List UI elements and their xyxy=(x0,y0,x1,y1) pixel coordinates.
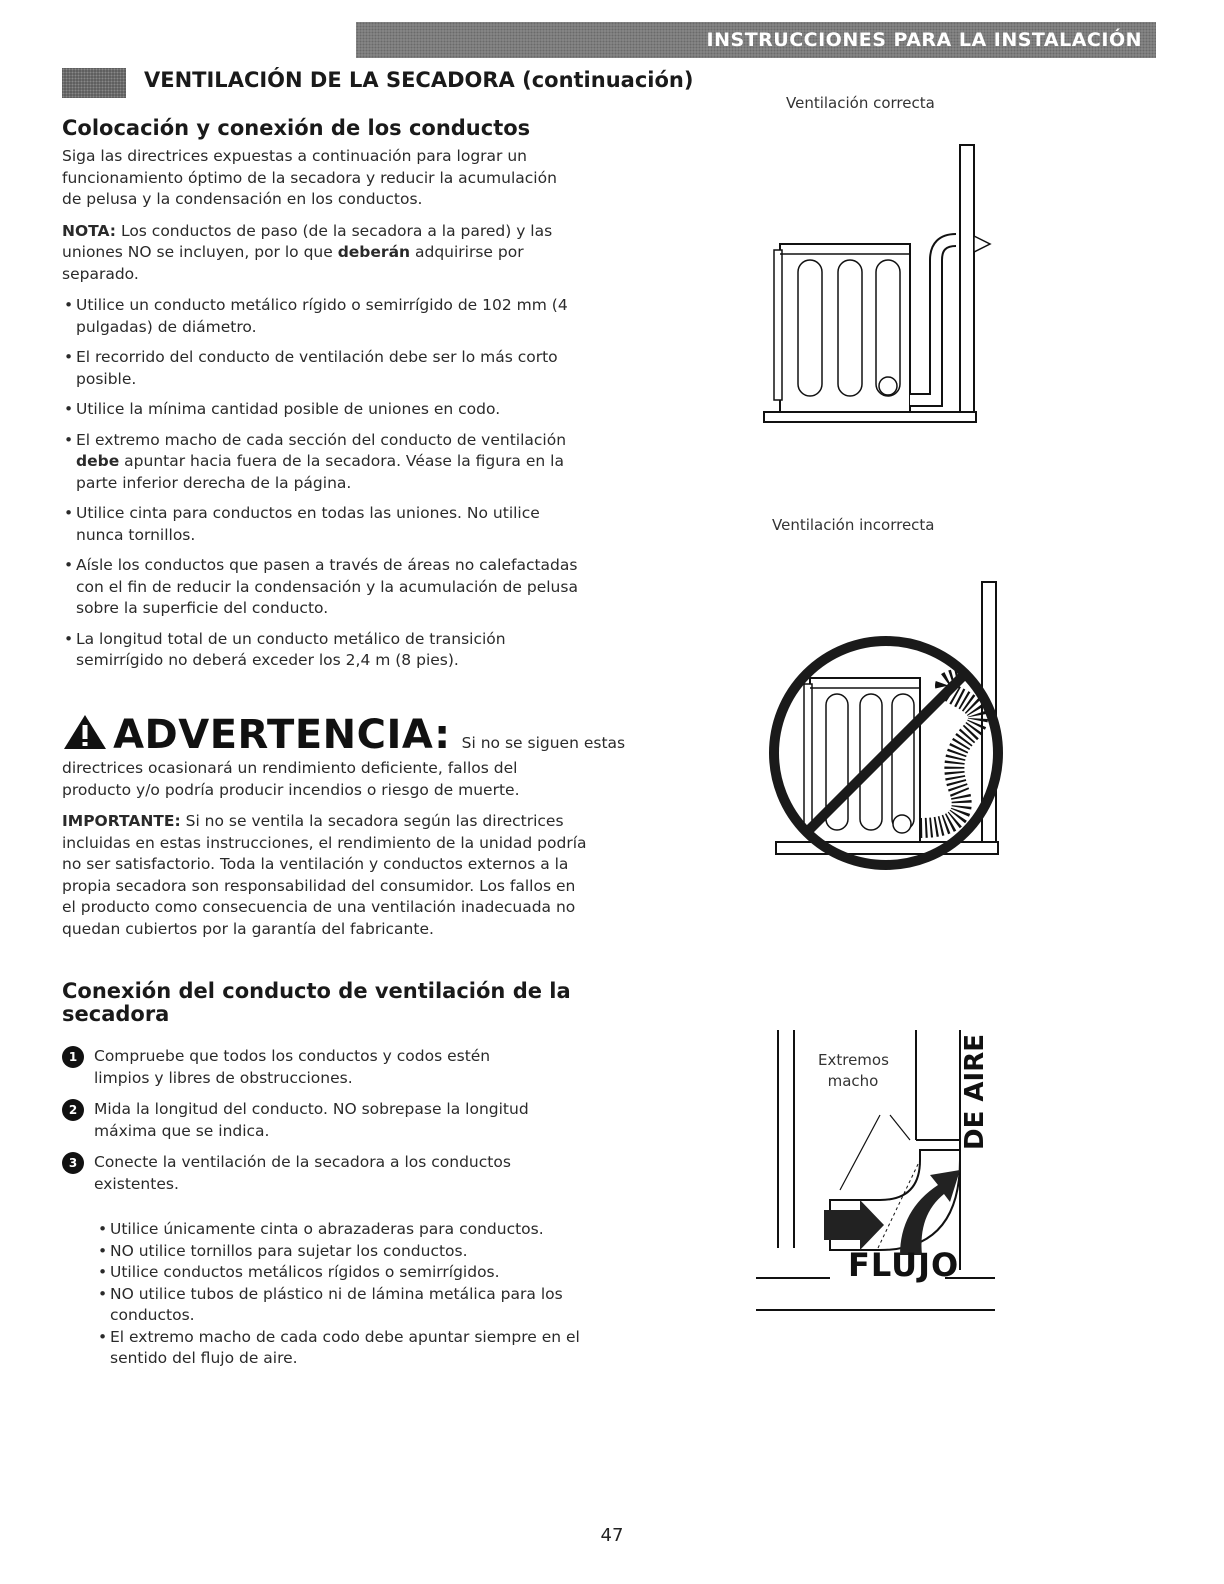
de-aire-label: DE AIRE xyxy=(960,1034,990,1150)
steps-list xyxy=(62,1046,592,1195)
macho-label: macho xyxy=(827,1072,879,1090)
important-text: Si no se ventila la secadora según las directrices incluidas en estas instrucciones, el rendimiento de la unidad podría no ser satisfactorio. Toda la ventilación y conductos externos a la propia secadora son responsabilidad del consumidor. Los fallos en el producto como consecuencia de una ventilación inadecuada no quedan cubiertos por la garantía del fabricante. xyxy=(62,812,587,938)
extremos-label: Extremos xyxy=(818,1051,889,1069)
connection-subbullets xyxy=(96,1219,586,1370)
step-1 xyxy=(62,1046,534,1089)
incorrect-vent-illustration xyxy=(760,578,1010,888)
step-number-2: 2 xyxy=(62,1099,84,1121)
step-number-3: 3 xyxy=(62,1152,84,1174)
incorrect-caption: Ventilación incorrecta xyxy=(772,516,935,534)
bullet-item: • Utilice un conducto metálico rígido o semirrígido de 102 mm (4 pulgadas) de diámetro. xyxy=(62,295,587,338)
step-2-text: Mida la longitud del conducto. NO sobrepase la longitud máxima que se indica. xyxy=(94,1100,529,1140)
note-text-2: adquirirse por separado. xyxy=(62,243,524,283)
bullet-item: • La longitud total de un conducto metálico de transición semirrígido no deberá exceder los 2,4 m (8 pies). xyxy=(62,629,587,672)
placement-heading: Colocación y conexión de los conductos xyxy=(62,116,531,140)
note-bold: deberán xyxy=(337,243,411,261)
placement-bullets xyxy=(62,295,587,672)
bullet-item: • Utilice cinta para conductos en todas las uniones. No utilice nunca tornillos. xyxy=(62,503,587,546)
warning-title: ADVERTENCIA: xyxy=(113,712,451,758)
warning-text-inline: Si no se siguen estas xyxy=(461,734,626,752)
step-1-text: Compruebe que todos los conductos y codos estén limpios y libres de obstrucciones. xyxy=(94,1047,491,1087)
bullet-item: • Aísle los conductos que pasen a través de áreas no calefactadas con el fin de reducir la condensación y la acumulación de pelusa sobre la superficie del conducto. xyxy=(62,555,587,620)
important-label: IMPORTANTE: xyxy=(62,812,181,830)
warning-section xyxy=(62,712,626,940)
warning-text: directrices ocasionará un rendimiento deficiente, fallos del producto y/o podría producir incendios o riesgo de muerte. xyxy=(62,759,520,799)
step-number-1: 1 xyxy=(62,1046,84,1068)
bullet4-bold: debe xyxy=(76,452,120,470)
sub-bullet-item: • NO utilice tubos de plástico ni de lámina metálica para los conductos. xyxy=(96,1284,586,1327)
step-3-text: Conecte la ventilación de la secadora a los conductos existentes. xyxy=(94,1153,511,1193)
connection-section xyxy=(62,980,602,1370)
bullet-item: • El recorrido del conducto de ventilación debe ser lo más corto posible. xyxy=(62,347,587,390)
connection-heading: Conexión del conducto de ventilación de la secadora xyxy=(62,979,571,1026)
correct-vent-illustration xyxy=(760,140,1000,430)
warning-triangle-icon xyxy=(62,713,108,751)
flujo-label: FLUJO xyxy=(848,1246,960,1284)
correct-caption: Ventilación correcta xyxy=(786,94,935,112)
bullet-item: • Utilice la mínima cantidad posible de uniones en codo. xyxy=(62,399,587,421)
section-marker xyxy=(62,68,126,98)
header-banner: INSTRUCCIONES PARA LA INSTALACIÓN xyxy=(356,22,1156,58)
bullet-item xyxy=(62,430,587,495)
sub-bullet-item: • NO utilice tornillos para sujetar los conductos. xyxy=(96,1241,586,1263)
sub-bullet-item: • Utilice únicamente cinta o abrazaderas para conductos. xyxy=(96,1219,586,1241)
step-3 xyxy=(62,1152,574,1195)
note-label: NOTA: xyxy=(62,221,117,240)
male-ends-label xyxy=(818,1050,888,1092)
sub-bullet-item: • Utilice conductos metálicos rígidos o semirrígidos. xyxy=(96,1262,586,1284)
placement-intro: Siga las directrices expuestas a continuación para lograr un funcionamiento óptimo de la secadora y reducir la acumulación de pelusa y la condensación en los conductos. xyxy=(62,147,557,208)
placement-section xyxy=(62,116,602,681)
note-text-1: Los conductos de paso (de la secadora a la pared) y las uniones NO se incluyen, por lo que xyxy=(62,221,553,261)
step-2 xyxy=(62,1099,592,1142)
page-number: 47 xyxy=(600,1525,624,1546)
section-title: VENTILACIÓN DE LA SECADORA (continuación) xyxy=(144,68,694,92)
bullet4-text-a: El extremo macho de cada sección del conducto de ventilación xyxy=(76,430,567,449)
note-paragraph xyxy=(62,221,582,286)
sub-bullet-item: • El extremo macho de cada codo debe apuntar siempre en el sentido del flujo de aire. xyxy=(96,1327,586,1370)
bullet4-text-b: apuntar hacia fuera de la secadora. Véase la figura en la parte inferior derecha de la página. xyxy=(76,452,564,492)
important-paragraph xyxy=(62,811,587,940)
